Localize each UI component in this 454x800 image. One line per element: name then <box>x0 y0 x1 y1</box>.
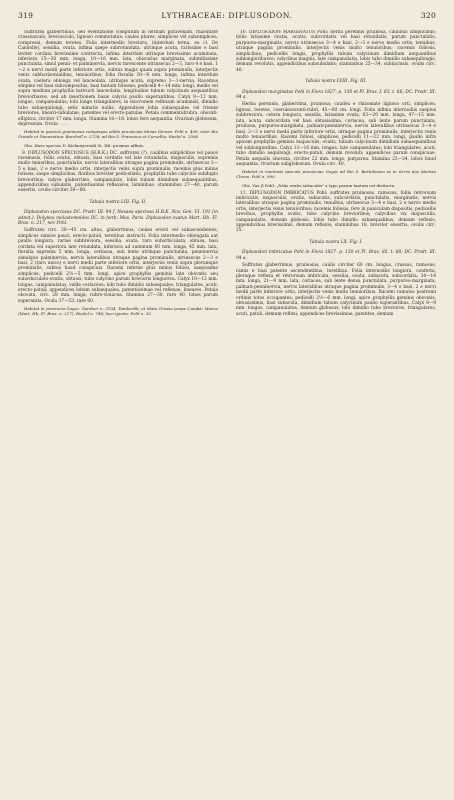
right-column <box>236 30 436 786</box>
species-10-diagnosis: 10. DIPLUSODON MARGINATUS Pohl: herba perennis pruinosa, caulibus simplicibus; foliis latissime ovatis, acutis, subcordatis vel basi rotundatis, parum punctulatis, purpureo-marginatis, nervis utrinsecus 3—4 e basi, 2—3 e nervo medio ortis, tenuibus, utraque pagina prominulis, interjectis venis multo tenuioribus; racemis foliosis, simplicibus, pedicellis longis, prophyllis tubum calycinum dimidium aequantibus sublongioribusve; calycibus magnis, late campanulatis, lobis tubo dimidio subaequilongis, demum revolutis, appendicibus subsubulatis; staminibus 25—34, subinclusis, ovulis circ. 40. <box>236 30 436 73</box>
species-9-description: Suffrutex circ. 30—45 cm. altus, glaberrimus; caules erecti vel subascendentes, simplices ramive pauci, erecto-patuli, teretibus instructi. Folia intermedio oblongata aut paullo longiora, rariae subbreviora, sessilia, ovata, raro suborbiculata, obtusa, basi cordata vel superiora late rotundata, inferiora ad summum 60 mm. longa, 45 mm. lata, floralia suprema 5 mm. longa, coriacea, sub lente utrinque punctulata, penninervia simulque palminervia, nervis lateralibus utraque pagina prominulis, utrinsecus 2—3 e basi, 2 (raro unico) e nervi medii parte inferiore ortis, interjectis venis supra plerumque prominulis, subtus haud conspicuis. Racemi inferne plus minus foliosi, saepissime simplices; pedicelli 2½—5 mm. longi, apice prophyllis geminis late obovatis seu suborbiculato-ovatis, obtusis, tubo calycino parum brevioris longioriva. Calyx 10—12 mm. longus, campanulatus, valde coriaceus; lobi tubo dimidio subaequales, triangulares, acuti, erecto-patuli; appendices lobum subaequales, patentissimae vel reflexae, lineares. Petala obovata, circ. 28 mm. longa, rubro-violacea. Stamina 27—36, raro 40, lobos parum superantia. Ovula 37—53, rare 60. <box>18 228 218 304</box>
species-9-synonyms: Diplusodon speciosus DC. Prodr. III. 94 f. Nesaea speciosa H.B.K. Nov. Gen. VI. 191 (in adnot.). Dolynea melastomoides DC. in herb. Mus. Paris. Diplusodon ovatus Mart. Hb. Fl. Bras. n. 217, nec Pohl. <box>18 210 218 227</box>
species-9-plate-reference: Tabula nostra LIII. Fig. II. <box>89 199 147 205</box>
running-title: LYTHRACEAE: DIPLUSODON. <box>161 11 293 20</box>
species-9-diagnosis: 9. DIPLUSODON SPECIOSUS (H.B.K.) DC. suffrutex (?), caulibus simplicibus vel pauce racemosis, foliis ovatis, obtusis, basi cordatis vel late rotundatis, majusculis, supremis multo minoribus, punctulatis, nervis lateralibus utraque pagina prominulis, utrinsecus 3—5 e basi, 2 e nervo medio ortis, interjectis venis supra prominulis, racemis plus minus foliosis, saepe simplicibus, floribus breviter pedicellatis, prophyllis tube calycino subduplo brevioribus, calyce glaberrimo, campanulato, lobis tubum dimidium subaequantibus, appendiciibus subulatis, patentissimis reflexisve, laminibus; staminibus 27—40, parum exsertis, ovulis circiter 30—60. <box>18 150 218 194</box>
species-11-synonyms: Diplusodon imbricatus Pohl in Flora 1827. p. 150 et Pl. Bras. 85. t. 68; DC. Prodr. III. 94 a. <box>236 250 436 261</box>
species-8-observation: Obs. Haec species D. Kielmeyeroidi St. Hil. proxime affinis. <box>24 142 145 148</box>
species-9-habitat: Habitat in provincia Goyaz: Gardner n. 3154, Tamberlik; et Mato Grosso prope Cuiabá: Manso (Mart. Hb. Fl. Bras. n. 217), Riedel n. 748; loco ignoto: Pohl n. 33. <box>18 306 218 317</box>
left-column <box>18 30 218 786</box>
species-11-description: Suffrutex glaberrimus, pruinosus; caulis circiter 60 cm. longus, crassus, ramosus, ramis e basi patente ascendentibus, teretibus. Folia internodiis longiora, conferta, pleraque reflexa et retrorsum imbricata, sessilia, ovata, subacuta, subcordata, 34—14 mm. longa, 21—9 mm. lata, coriacea, sub lente densa punctulata, purpureo-marginata, palmati-penninervia, nervis lateralibus utraque pagina prominulis, 3—4 e basi, 2 e nervi medii parte inferiore ortis, interjectis venis multo tenuioribus. Racemi ramulos postremi ordinis totos occupantes; pedicelli 2½—6 mm. longi, apice prophyllis geminis obovatis, obtusissimis, basi subacuta, dimidium tubum calycinum paullo superantibus. Calyx 8—9 mm. longus, campanulatus, demum globosus; lobi dimidio tubo breviores, triangulares, acuti, patuli, demum reflexi; appendices brevissimae, patentes, demum <box>236 263 436 317</box>
species-10-synonyms: Diplusodon marginatus Pohl in Flora 1827. p. 150 et Pl. Bras. I. 83. t. 66; DC. Prodr. III. 94 a. <box>236 89 436 101</box>
species-10-plate-reference: Tabula nostra LVIII. Fig. III. <box>305 79 367 85</box>
species-10-observation: Obs. Var. β Pohl: „foliis ovatis subacutis" a typo parum tantum est distincta. <box>242 182 396 188</box>
species-11-diagnosis: 11. DIPLUSODON IMBRICATUS Pohl: suffrutex pruinosus, ramosus, foliis retrorsum imbricatis, majusculis, ovatis, subacutis, subcordatis, punctulatis, marginatis, nervis lateralibus utraque pagina prominulis, tenuibus, utrinsecus 3—4 e basi, 2 e nervo medio ortis, interjectis venis tenuioribus; racemis foliosis, fere in paniculam dispositis, pedicellis brevibus, prophyllis ovatis, tubo calycino brevioribus; calycibus vix majusculis, campanulatis, demum globosis, lobis tubo dimidio subaequalibus, demum reflexis, appendicibus brevissimis, demum reflexis; staminibus 18, breviter exsertis, ovulis circ. 25. <box>236 190 436 234</box>
page-number-right: 320 <box>420 11 436 20</box>
page-number-left: 319 <box>18 11 34 20</box>
species-10-description: Herba perennis, glaberrima, pruinosa; caudex e rhizomate lignoso orti, simplices, lignosi, teretes, coeruleoscenti-rubri, 45—60 cm. longi. Folia infima internodiis saepius subbreviora, cetera longiora, sessilia, latissime ovata, 63—20 mm. longa, 47—15 mm. lata, acuta, subcordata vel basi obtusissima, coriacea, sub lente parum punctulata, pruinosa, purpureo-marginata, palmati-penninervia, nervis lateralibus utrinsecus 3—4 e basi, 2—3 e nervi medii parte inferiore ortis, utraque pagina prominulis, interjectis venis multo tenuioribus. Racemi foliosi, simplices; pedicelli 11—22 mm. longi, paullo infra apicem prophyllis geminis majusculis, ovatis, tubum calycinum dimidium subaequantibus vel sublongioribus. Calyx 13—16 mm. longus, late campanulatus; lobi triangulares, acuti, tubo dimidio aequilongi, erecto-patuli, demum revoluti; appendices parum conspicuae. Petala aequalis obovata, circiter 22 mm. longa, purpurea. Stamina 25—34, lobos haud aequantia. Ovarium subglobosum. Ovula circ. 40. <box>236 102 436 167</box>
species-10-habitat: Habitat in montosis pascuis provinciae Goyaz ad Rio S. Bartolomeo et in Serra dos Montes Claros: Pohl n. 990. <box>236 169 436 180</box>
species-8-description: Suffrutex glaberrimus, sed eventatione computum in herbam paravenam, rhizomate crassiusculo, breviusculo, lignoso commutatus; caules plures, simplices vel subsimplices, compressi, demum teretes. Folia intermedio breviora, (interdum terna, ex cl. De Candolle), sessilia, ovata, infima saepe subrotundata, utrinque acuta, rarissime e basi leviter cordata brevissime contracta, infima interdum utrinque brevissime acuminata, inferiora 15—30 mm. longa, 10—16 mm. lata, obscurius marginata, submitissime punctulata, simul penni- et palminervia, nervis rarescente utrinsecus 2—3, raro 4 e basi, 1—2 e nervi medii parte inferiore ortis, subtus magis quam supra prominulis, interjectis venis subhorizontalibus, tenuioribus; folia floralia 30—8 mm. longa, infima interdum ovata, caetera oblonga vel lanceolata, utrinque acuta, supremo 3—1-nervia. Racemus simplex vel basi subcomposítus, basi tantum foliosus; pedicelli 4—14 mm. longi, medio vel supra medium prophyllis instructi lanceolatis, longitudine tubum calycinum aequantibus breviorbusve, sed ab insertionem basis calycis paullo superantibus. Calyx 8—12 mm. longus, campanulatus; lobi longe triangulares, in mucronem reflexum acuminati, dimidio tubo subaequilongi, setis minutis nullis. Appendices lobis subaequales vel triente breviores, lineari-subulatae, patentes vel erecto-patulae. Petala commentulrubra, obovati-elliptica, circiter 17 mm. longa. Stamina 16—18, lobos fere aequantia. Ovarium globosum, depressum. Ovula . . . . <box>18 30 218 127</box>
species-11-plate-reference: Tabula nostra LX. Fig. I. <box>309 239 363 245</box>
page-header <box>18 11 436 23</box>
species-8-habitat: Habitat in pascuis graminosis campisque editis provinciae Minas Geraes: Pohl n. 499; inter Rio Grande et Diamantina: Burchell n. 5728; ad Rio S. Francisco et Curvelho: Riedel n. 2580. <box>18 129 218 140</box>
